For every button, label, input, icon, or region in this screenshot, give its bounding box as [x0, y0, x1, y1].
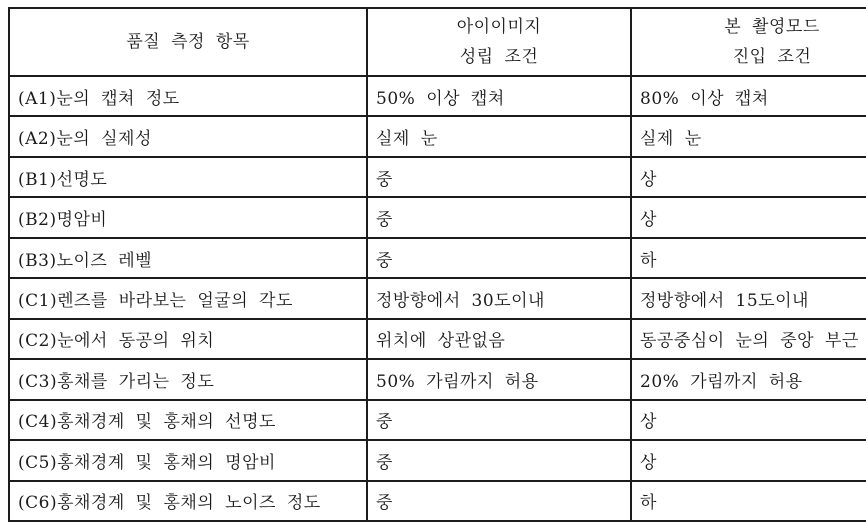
header-text-line1: 본 촬영모드	[724, 17, 820, 37]
eye-image-condition-cell: 50% 가림까지 허용	[367, 359, 631, 399]
table-row	[9, 319, 866, 359]
measurement-item-cell: (A2)눈의 실제성	[9, 116, 367, 156]
eye-image-condition-cell: 중	[367, 440, 631, 480]
table-row	[9, 481, 866, 521]
measurement-item-cell: (C3)홍채를 가리는 정도	[9, 359, 367, 399]
column-header-measurement-item	[9, 8, 367, 76]
quality-criteria-table	[8, 7, 866, 522]
table-row	[9, 238, 866, 278]
table-row	[9, 197, 866, 237]
table-row	[9, 157, 866, 197]
measurement-item-cell: (C1)렌즈를 바라보는 얼굴의 각도	[9, 278, 367, 318]
table-header	[9, 8, 866, 76]
capture-mode-condition-cell: 상	[631, 197, 866, 237]
capture-mode-condition-cell: 80% 이상 캡쳐	[631, 76, 866, 116]
eye-image-condition-cell: 정방향에서 30도이내	[367, 278, 631, 318]
measurement-item-cell: (C2)눈에서 동공의 위치	[9, 319, 367, 359]
header-text-line2: 성립 조건	[459, 47, 539, 67]
measurement-item-cell: (C6)홍채경계 및 홍채의 노이즈 정도	[9, 481, 367, 521]
table-row	[9, 359, 866, 399]
table-row	[9, 278, 866, 318]
table-row	[9, 440, 866, 480]
measurement-item-cell: (C5)홍채경계 및 홍채의 명암비	[9, 440, 367, 480]
eye-image-condition-cell: 중	[367, 238, 631, 278]
eye-image-condition-cell: 위치에 상관없음	[367, 319, 631, 359]
measurement-item-cell: (C4)홍채경계 및 홍채의 선명도	[9, 400, 367, 440]
capture-mode-condition-cell: 하	[631, 481, 866, 521]
capture-mode-condition-cell: 동공중심이 눈의 중앙 부근	[631, 319, 866, 359]
eye-image-condition-cell: 중	[367, 197, 631, 237]
column-header-eye-image-condition	[367, 8, 631, 76]
column-header-capture-mode-condition	[631, 8, 866, 76]
measurement-item-cell: (B2)명암비	[9, 197, 367, 237]
capture-mode-condition-cell: 실제 눈	[631, 116, 866, 156]
eye-image-condition-cell: 중	[367, 157, 631, 197]
eye-image-condition-cell: 중	[367, 400, 631, 440]
header-text-line1: 아이이미지	[456, 17, 542, 37]
capture-mode-condition-cell: 정방향에서 15도이내	[631, 278, 866, 318]
table-row	[9, 116, 866, 156]
measurement-item-cell: (B1)선명도	[9, 157, 367, 197]
capture-mode-condition-cell: 상	[631, 157, 866, 197]
header-text: 품질 측정 항목	[126, 32, 250, 52]
header-row	[9, 8, 866, 76]
measurement-item-cell: (A1)눈의 캡쳐 정도	[9, 76, 367, 116]
eye-image-condition-cell: 중	[367, 481, 631, 521]
eye-image-condition-cell: 실제 눈	[367, 116, 631, 156]
capture-mode-condition-cell: 하	[631, 238, 866, 278]
measurement-item-cell: (B3)노이즈 레벨	[9, 238, 367, 278]
table-row	[9, 400, 866, 440]
table-row	[9, 76, 866, 116]
table-body	[9, 76, 866, 521]
capture-mode-condition-cell: 상	[631, 440, 866, 480]
eye-image-condition-cell: 50% 이상 캡쳐	[367, 76, 631, 116]
capture-mode-condition-cell: 상	[631, 400, 866, 440]
capture-mode-condition-cell: 20% 가림까지 허용	[631, 359, 866, 399]
header-text-line2: 진입 조건	[732, 47, 812, 67]
